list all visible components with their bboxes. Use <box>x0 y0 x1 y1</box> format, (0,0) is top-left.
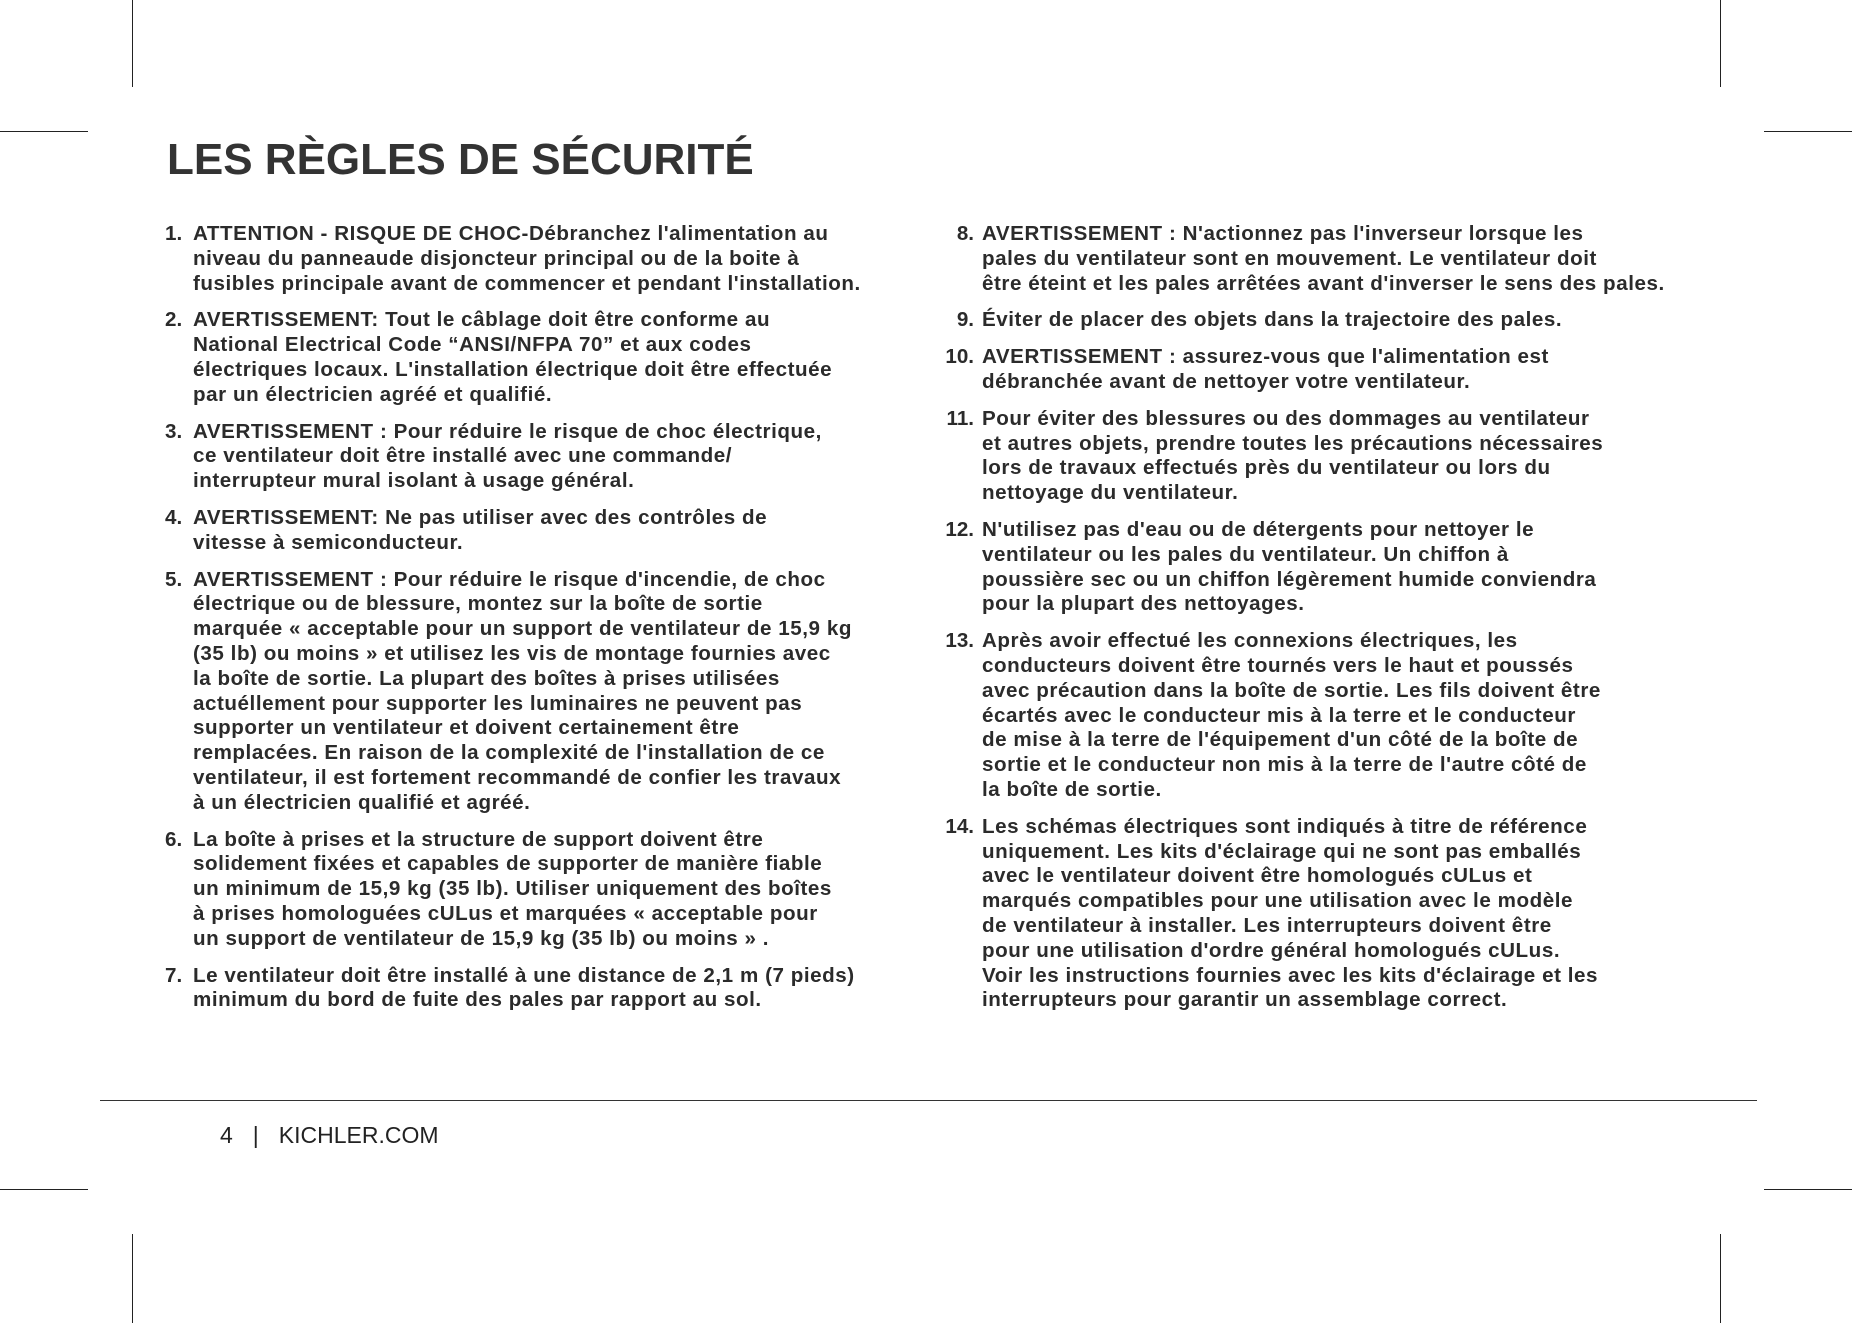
item-number: 14. <box>945 814 974 838</box>
list-item <box>165 568 955 816</box>
list-item <box>165 506 955 556</box>
footer-separator: | <box>252 1122 259 1148</box>
item-number: 11. <box>946 406 974 430</box>
left-column <box>165 222 955 1025</box>
item-text: AVERTISSEMENT: Tout le câblage doit être conforme au National Electrical Code “ANSI/NFPA 70” et aux codes électriques locaux. L'installation électrique doit être effectuée par un électricien agréé et qualifié. <box>193 308 833 406</box>
item-text: AVERTISSEMENT : Pour réduire le risque de choc électrique, ce ventilateur doit être installé avec une commande/ interrupteur mural isolant à usage général. <box>193 419 822 493</box>
item-number: 5. <box>165 567 183 591</box>
crop-mark <box>0 131 88 132</box>
list-item <box>165 828 955 952</box>
item-text: AVERTISSEMENT: Ne pas utiliser avec des contrôles de vitesse à semiconducteur. <box>193 505 768 554</box>
item-text: AVERTISSEMENT : assurez-vous que l'alimentation est débranchée avant de nettoyer votre ventilateur. <box>982 345 1549 393</box>
crop-mark <box>1764 131 1852 132</box>
footer-divider <box>100 1100 1757 1101</box>
list-item <box>940 222 1740 296</box>
item-number: 10. <box>945 345 974 369</box>
item-text: Pour éviter des blessures ou des dommages au ventilateur et autres objets, prendre toutes les précautions nécessaires lors de travaux effectués près du ventilateur ou lors du nettoyage du ventilateur. <box>982 406 1604 505</box>
crop-mark <box>1764 1189 1852 1190</box>
right-column <box>940 222 1740 1025</box>
list-item <box>940 815 1740 1013</box>
list-item <box>165 222 955 296</box>
item-text: N'utilisez pas d'eau ou de détergents pour nettoyer le ventilateur ou les pales du ventilateur. Un chiffon à poussière sec ou un chiffon légèrement humide conviendra pour la plupart des nettoyages. <box>982 517 1597 616</box>
item-text: AVERTISSEMENT : Pour réduire le risque d'incendie, de choc électrique ou de blessure, montez sur la boîte de sortie marquée « acceptable pour un support de ventilateur de 15,9 kg (35 lb) ou moins » et utilisez les vis de montage fournies avec la boîte de sortie. La plupart des boîtes à prises utilisées actuéllement pour supporter les luminaires ne peuvent pas supporter un ventilateur et doivent certainement être remplacées. En raison de la complexité de l'installation de ce ventilateur, il est fortement recommandé de confier les travaux à un électricien qualifié et agréé. <box>193 567 852 814</box>
list-item <box>940 308 1740 333</box>
item-text: Le ventilateur doit être installé à une distance de 2,1 m (7 pieds) minimum du bord de fuite des pales par rapport au sol. <box>193 963 855 1012</box>
item-text: Éviter de placer des objets dans la trajectoire des pales. <box>982 308 1563 332</box>
list-item <box>940 629 1740 803</box>
item-text: ATTENTION - RISQUE DE CHOC-Débranchez l'alimentation au niveau du panneaude disjoncteur principal ou de la boite à fusibles principale avant de commencer et pendant l'installation. <box>193 222 861 295</box>
item-number: 4. <box>165 505 183 529</box>
list-item <box>165 964 955 1014</box>
page-title: LES RÈGLES DE SÉCURITÉ <box>167 135 754 184</box>
item-number: 1. <box>165 222 183 245</box>
website-link[interactable]: KICHLER.COM <box>278 1122 439 1148</box>
list-item <box>940 518 1740 617</box>
item-number: 13. <box>945 629 974 653</box>
item-number: 6. <box>165 827 183 851</box>
list-item <box>940 407 1740 506</box>
crop-mark <box>0 1189 88 1190</box>
list-item <box>165 308 955 407</box>
list-item <box>940 345 1740 395</box>
crop-mark <box>132 0 133 87</box>
item-number: 2. <box>165 308 183 332</box>
crop-mark <box>132 1234 133 1323</box>
item-text: Les schémas électriques sont indiqués à titre de référence uniquement. Les kits d'éclairage qui ne sont pas emballés avec le ventilateur doivent être homologués cULus et marqués compatibles pour une utilisation avec le modèle de ventilateur à installer. Les interrupteurs doivent être pour une utilisation d'ordre général homologués cULus. Voir les instructions fournies avec les kits d'éclairage et les interrupteurs pour garantir un assemblage correct. <box>982 814 1599 1012</box>
item-text: AVERTISSEMENT : N'actionnez pas l'inverseur lorsque les pales du ventilateur sont en mouvement. Le ventilateur doit être éteint et les pales arrêtées avant d'inverser le sens des pales. <box>982 222 1665 295</box>
item-text: La boîte à prises et la structure de support doivent être solidement fixées et capables de supporter de manière fiable un minimum de 15,9 kg (35 lb). Utiliser uniquement des boîtes à prises homologuées cULus et marquées « acceptable pour un support de ventilateur de 15,9 kg (35 lb) ou moins » . <box>193 827 832 950</box>
page-footer <box>220 1120 439 1150</box>
item-number: 3. <box>165 419 183 443</box>
item-number: 7. <box>165 963 183 987</box>
crop-mark <box>1720 0 1721 87</box>
item-number: 12. <box>945 517 974 541</box>
item-text: Après avoir effectué les connexions électriques, les conducteurs doivent être tournés vers le haut et poussés avec précaution dans la boîte de sortie. Les fils doivent être écartés avec le conducteur mis à la terre et le conducteur de mise à la terre de l'équipement d'un côté de la boîte de sortie et le conducteur non mis à la terre de l'autre côté de la boîte de sortie. <box>982 629 1601 801</box>
crop-mark <box>1720 1234 1721 1323</box>
list-item <box>165 420 955 494</box>
item-number: 9. <box>956 308 974 332</box>
page-number: 4 <box>220 1122 233 1148</box>
item-number: 8. <box>956 222 974 245</box>
